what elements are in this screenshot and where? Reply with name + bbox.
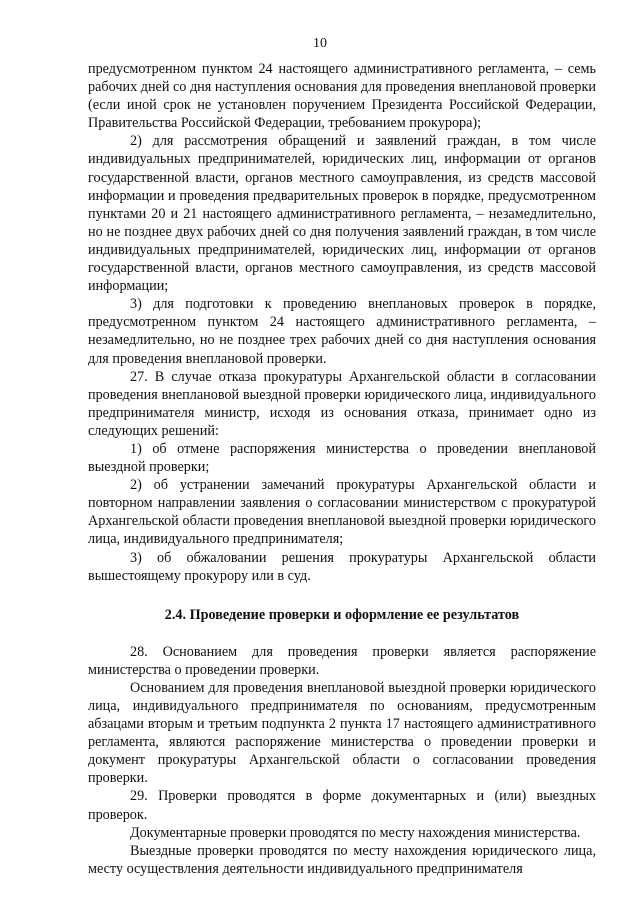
paragraph-decision-1: 1) об отмене распоряжения министерства о проведении внеплановой выездной проверки;	[88, 440, 596, 476]
paragraph-decision-2: 2) об устранении замечаний прокуратуры Архангельской области и повторном направлении заявления о согласовании министерством с прокуратурой Архангельской области проведения внеплановой выездной проверки юридического лица, индивидуального предпринимателя;	[88, 477, 596, 548]
paragraph-clause-29: 29. Проверки проводятся в форме документарных и (или) выездных проверок.	[88, 788, 596, 823]
paragraph-continuation: предусмотренном пунктом 24 настоящего административного регламента, – семь рабочих дней со дня наступления основания для проведения внеплановой проверки (если иной срок не установлен поручением Президента Российской Федерации, Правительства Российской Федерации, требованием прокурора);	[88, 61, 596, 132]
paragraph-clause-28: 28. Основанием для проведения проверки является распоряжение министерства о проведении проверки.	[88, 643, 596, 678]
paragraph-onsite-checks: Выездные проверки проводятся по месту нахождения юридического лица, месту осуществления деятельности индивидуального предпринимателя	[88, 842, 596, 877]
page-number: 10	[313, 36, 327, 51]
paragraph-item-3: 3) для подготовки к проведению внеплановых проверок в порядке, предусмотренном пунктом 24 настоящего административного регламента, – незамедлительно, но не позднее трех рабочих дней со дня наступления основания для проведения внеплановой проверки.	[88, 296, 596, 367]
paragraph-clause-27: 27. В случае отказа прокуратуры Архангельской области в согласовании проведения внеплановой выездной проверки юридического лица, индивидуального предпринимателя министр, исходя из основания отказа, принимает одно из следующих решений:	[88, 368, 596, 439]
paragraph-unscheduled-basis: Основанием для проведения внеплановой выездной проверки юридического лица, индивидуального предпринимателя по основаниям, предусмотренным абзацами вторым и третьим подпункта 2 пункта 17 настоящего административного регламента, являются распоряжение министерства о проведении проверки и документ прокуратуры Архангельской области о согласовании проведения проверки.	[88, 679, 596, 787]
document-body	[88, 60, 596, 878]
paragraph-item-2: 2) для рассмотрения обращений и заявлений граждан, в том числе индивидуальных предпринимателей, юридических лиц, информации от органов государственной власти, органов местного самоуправления, из средств массовой информации и проведения предварительных проверок в порядке, предусмотренном пунктами 20 и 21 настоящего административного регламента, – незамедлительно, но не позднее двух рабочих дней со дня получения заявлений граждан, в том числе индивидуальных предпринимателей, юридических лиц, информации от органов государственной власти, органов местного самоуправления, из средств массовой информации;	[88, 133, 596, 295]
paragraph-documentary-checks: Документарные проверки проводятся по месту нахождения министерства.	[130, 824, 581, 841]
paragraph-decision-3: 3) об обжаловании решения прокуратуры Архангельской области вышестоящему прокурору или в суд.	[88, 549, 596, 584]
section-heading: 2.4. Проведение проверки и оформление ее результатов	[164, 606, 520, 623]
